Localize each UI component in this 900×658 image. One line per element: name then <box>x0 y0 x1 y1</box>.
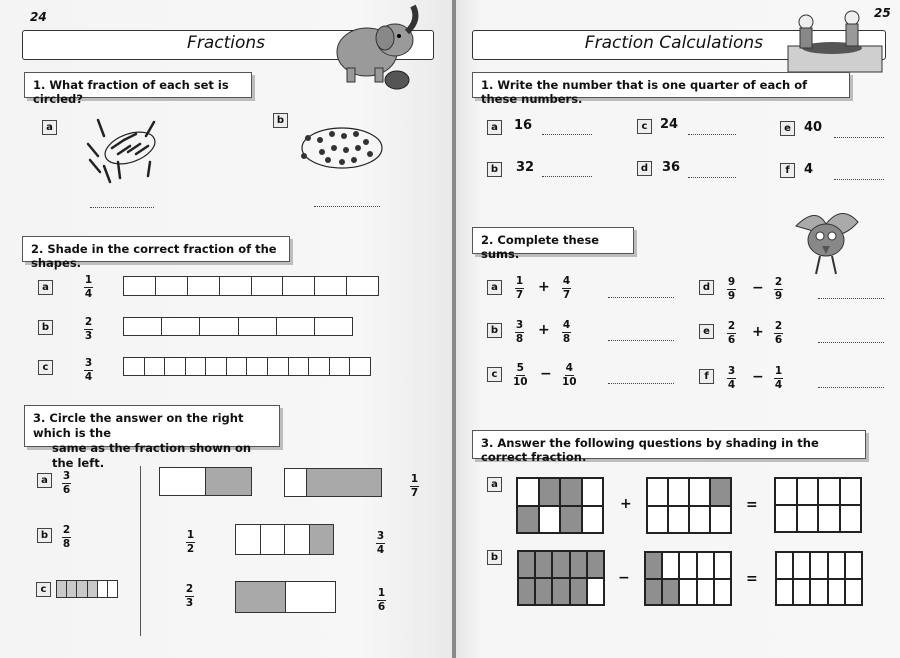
q3-label-a: a <box>37 473 52 488</box>
q1-value-a: 16 <box>514 118 533 133</box>
q3-left-shape-c <box>56 580 118 598</box>
q2-label-b: b <box>487 323 502 338</box>
question-2-box <box>472 227 634 261</box>
q1-answer-line-a[interactable] <box>90 207 154 208</box>
q3-label-c: c <box>36 582 51 597</box>
q3-label-b: b <box>487 550 502 565</box>
q3-a-plus: + <box>620 496 632 512</box>
circled-sticks-set <box>80 110 170 190</box>
q3-b-minus: − <box>618 570 630 586</box>
q1-value-e: 40 <box>804 120 823 135</box>
q3-label-b: b <box>37 528 52 543</box>
q1-answer-f[interactable] <box>834 179 884 180</box>
q1-answer-a[interactable] <box>542 134 592 135</box>
q3-option-a1[interactable] <box>159 467 252 496</box>
q3-b-answer-grid[interactable] <box>775 551 863 606</box>
q2-fraction-b: 2 3 <box>84 316 93 342</box>
q2-f-frac2: 1 4 <box>774 365 783 391</box>
q3-right-fraction-c2[interactable]: 1 6 <box>377 587 386 613</box>
q2-label-e: e <box>699 324 714 339</box>
question-1-text: 1. Write the number that is one quarter of each of these numbers. <box>481 78 808 106</box>
q2-label-b: b <box>38 320 53 335</box>
question-2-box <box>22 236 290 270</box>
q1-label-b: b <box>273 113 288 128</box>
q1-value-c: 24 <box>660 117 679 132</box>
q1-value-b: 32 <box>516 160 535 175</box>
q2-shape-b[interactable] <box>123 317 353 336</box>
question-1-text: 1. What fraction of each set is circled? <box>33 78 229 106</box>
q3-a-grid-2 <box>646 477 732 534</box>
q1-answer-b[interactable] <box>542 176 592 177</box>
q2-d-frac1: 9 9 <box>727 276 736 302</box>
question-2-text: 2. Shade in the correct fraction of the shapes. <box>31 242 277 270</box>
q2-answer-f[interactable] <box>818 387 884 388</box>
q2-shape-c[interactable] <box>123 357 371 376</box>
q1-label-e: e <box>780 121 795 136</box>
q2-answer-e[interactable] <box>818 342 884 343</box>
q2-label-c: c <box>487 367 502 382</box>
question-3-line-2: same as the fraction shown on the left. <box>52 441 252 470</box>
question-3-line-1: 3. Circle the answer on the right which is the <box>33 411 244 440</box>
q2-answer-a[interactable] <box>608 297 674 298</box>
q1-answer-d[interactable] <box>688 177 736 178</box>
q3-left-fraction-b: 2 8 <box>62 524 71 550</box>
q1-value-d: 36 <box>662 160 681 175</box>
divider-line <box>140 466 141 636</box>
q1-answer-line-b[interactable] <box>314 206 380 207</box>
kids-painting-illustration <box>786 8 886 78</box>
q3-right-fraction-c1[interactable]: 2 3 <box>185 583 194 609</box>
q3-a-grid-1 <box>516 477 604 534</box>
q2-c-frac1: 5 10 <box>513 362 528 388</box>
q2-c-frac2: 4 10 <box>562 362 577 388</box>
question-1-box <box>472 72 850 106</box>
q2-e-frac2: 2 6 <box>774 320 783 346</box>
q2-b-frac2: 4 8 <box>562 319 571 345</box>
bird-illustration <box>786 196 866 278</box>
page-title: Fraction Calculations <box>584 33 763 53</box>
q2-label-d: d <box>699 280 714 295</box>
q1-label-d: d <box>637 161 652 176</box>
question-1-box <box>24 72 252 106</box>
q2-d-frac2: 2 9 <box>774 276 783 302</box>
q3-a-equals: = <box>746 497 758 513</box>
q3-option-c[interactable] <box>235 581 336 613</box>
question-2-text: 2. Complete these sums. <box>481 233 600 261</box>
q3-left-fraction-a: 3 6 <box>62 470 71 496</box>
q2-label-a: a <box>38 280 53 295</box>
q2-fraction-a: 1 4 <box>84 274 93 300</box>
q1-label-b: b <box>487 162 502 177</box>
q1-label-c: c <box>637 119 652 134</box>
q1-answer-e[interactable] <box>834 137 884 138</box>
q3-right-fraction-b2[interactable]: 3 4 <box>376 530 385 556</box>
question-3-text: 3. Answer the following questions by shading in the correct fraction. <box>481 436 819 464</box>
q2-a-frac1: 1 7 <box>515 275 524 301</box>
q2-a-operator: + <box>538 279 550 295</box>
q2-label-c: c <box>38 360 53 375</box>
q2-c-operator: − <box>540 366 552 382</box>
q2-label-a: a <box>487 280 502 295</box>
q1-label-a: a <box>42 120 57 135</box>
q2-fraction-c: 3 4 <box>84 357 93 383</box>
q2-f-operator: − <box>752 369 764 385</box>
q2-b-frac1: 3 8 <box>515 319 524 345</box>
page-number: 24 <box>30 10 47 24</box>
q2-label-f: f <box>699 369 714 384</box>
q1-answer-c[interactable] <box>688 134 736 135</box>
page-number: 25 <box>874 6 891 20</box>
q2-d-operator: − <box>752 280 764 296</box>
question-3-box <box>24 405 280 470</box>
q3-option-a2[interactable] <box>284 468 382 497</box>
q2-answer-b[interactable] <box>608 340 674 341</box>
q3-a-answer-grid[interactable] <box>774 477 862 533</box>
q2-f-frac1: 3 4 <box>727 365 736 391</box>
q3-b-grid-2 <box>644 551 732 606</box>
elephant-illustration <box>325 2 425 92</box>
q3-label-a: a <box>487 477 502 492</box>
page-title: Fractions <box>187 33 265 53</box>
q3-b-equals: = <box>746 571 758 587</box>
q3-b-grid-1 <box>517 550 605 606</box>
q2-answer-c[interactable] <box>608 383 674 384</box>
circled-dots-set <box>298 122 384 172</box>
q2-b-operator: + <box>538 322 550 338</box>
q3-right-fraction-a[interactable]: 1 7 <box>410 473 419 499</box>
q3-option-b[interactable] <box>235 524 334 555</box>
q2-answer-d[interactable] <box>818 298 884 299</box>
q2-e-operator: + <box>752 324 764 340</box>
q2-e-frac1: 2 6 <box>727 320 736 346</box>
q1-value-f: 4 <box>804 162 814 177</box>
right-page <box>456 0 900 658</box>
question-3-box <box>472 430 866 464</box>
q1-label-a: a <box>487 120 502 135</box>
q3-right-fraction-b1[interactable]: 1 2 <box>186 529 195 555</box>
q1-label-f: f <box>780 163 795 178</box>
q2-a-frac2: 4 7 <box>562 275 571 301</box>
q2-shape-a[interactable] <box>123 276 379 296</box>
